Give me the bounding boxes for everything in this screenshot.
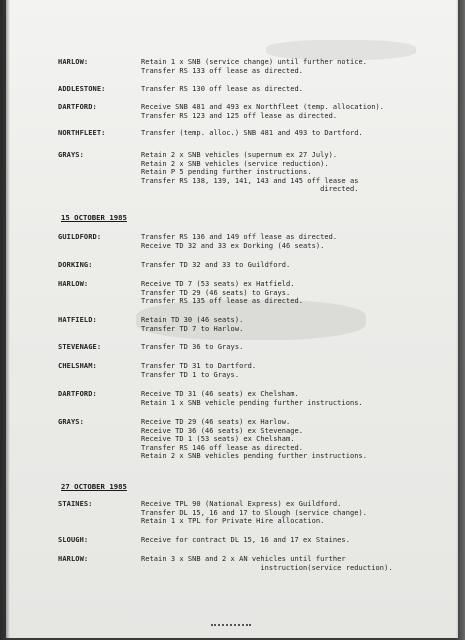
date-heading: 15 OCTOBER 1985 (61, 213, 127, 222)
depot-label: DARTFORD: (58, 103, 97, 111)
entry-text: Receive TD 31 (46 seats) ex Chelsham. Retain 1 x SNB vehicle pending further instructions. (141, 390, 363, 407)
scan-smudge (266, 40, 416, 60)
depot-label: HARLOW: (58, 280, 89, 288)
depot-label: HATFIELD: (58, 316, 97, 324)
date-heading: 27 OCTOBER 1985 (61, 482, 127, 491)
depot-label: GUILDFORD: (58, 233, 102, 241)
entry-text: Transfer RS 130 off lease as directed. (141, 85, 304, 93)
entry-text: Retain 3 x SNB and 2 x AN vehicles until further instruction(service reduction). (141, 555, 393, 572)
entry-text: Transfer TD 36 to Grays. (141, 343, 244, 351)
depot-label: DARTFORD: (58, 390, 97, 398)
scan-edge-shadow (0, 0, 10, 640)
entry-text: Retain TD 30 (46 seats). Transfer TD 7 to Harlow. (141, 316, 244, 333)
depot-label: GRAYS: (58, 418, 84, 426)
entry-text: Transfer RS 136 and 149 off lease as directed. Receive TD 32 and 33 ex Dorking (46 seats). (141, 233, 338, 250)
depot-label: STEVENAGE: (58, 343, 102, 351)
depot-label: CHELSHAM: (58, 362, 97, 370)
entry-text: Transfer TD 32 and 33 to Guildford. (141, 261, 291, 269)
depot-label: HARLOW: (58, 555, 89, 563)
depot-label: STAINES: (58, 500, 93, 508)
entry-text: Transfer TD 31 to Dartford. Transfer TD 1 to Grays. (141, 362, 257, 379)
scan-artifact (211, 624, 251, 632)
scan-edge-shadow (456, 0, 465, 640)
entry-text: Receive SNB 481 and 493 ex Northfleet (temp. allocation). Transfer RS 123 and 125 off lease as directed. (141, 103, 385, 120)
depot-label: HARLOW: (58, 58, 89, 66)
entry-text: Retain 1 x SNB (service change) until further notice. Transfer RS 133 off lease as directed. (141, 58, 368, 75)
entry-text: Receive TD 29 (46 seats) ex Harlow. Receive TD 36 (46 seats) ex Stevenage. Receive TD 1 (53 seats) ex Chelsham. Transfer RS 146 off lease as directed. Retain 2 x SNB vehicles pending further instructions. (141, 418, 368, 461)
document-page (6, 0, 458, 638)
depot-label: NORTHFLEET: (58, 129, 106, 137)
entry-text: Transfer (temp. alloc.) SNB 481 and 493 to Dartford. (141, 129, 363, 137)
depot-label: SLOUGH: (58, 536, 89, 544)
depot-label: ADDLESTONE: (58, 85, 106, 93)
entry-text: Receive for contract DL 15, 16 and 17 ex Staines. (141, 536, 350, 544)
entry-text: Retain 2 x SNB vehicles (supernum ex 27 July). Retain 2 x SNB vehicles (service reduction). Retain P 5 pending further instructions. Transfer RS 138, 139, 141, 143 and 145 off lease as directed. (141, 151, 359, 194)
entry-text: Receive TD 7 (53 seats) ex Hatfield. Transfer TD 29 (46 seats) to Grays. Transfer RS 135 off lease as directed. (141, 280, 304, 306)
entry-text: Receive TPL 90 (National Express) ex Guildford. Transfer DL 15, 16 and 17 to Slough (service change). Retain 1 x TPL for Private Hire allocation. (141, 500, 368, 526)
depot-label: GRAYS: (58, 151, 84, 159)
depot-label: DORKING: (58, 261, 93, 269)
